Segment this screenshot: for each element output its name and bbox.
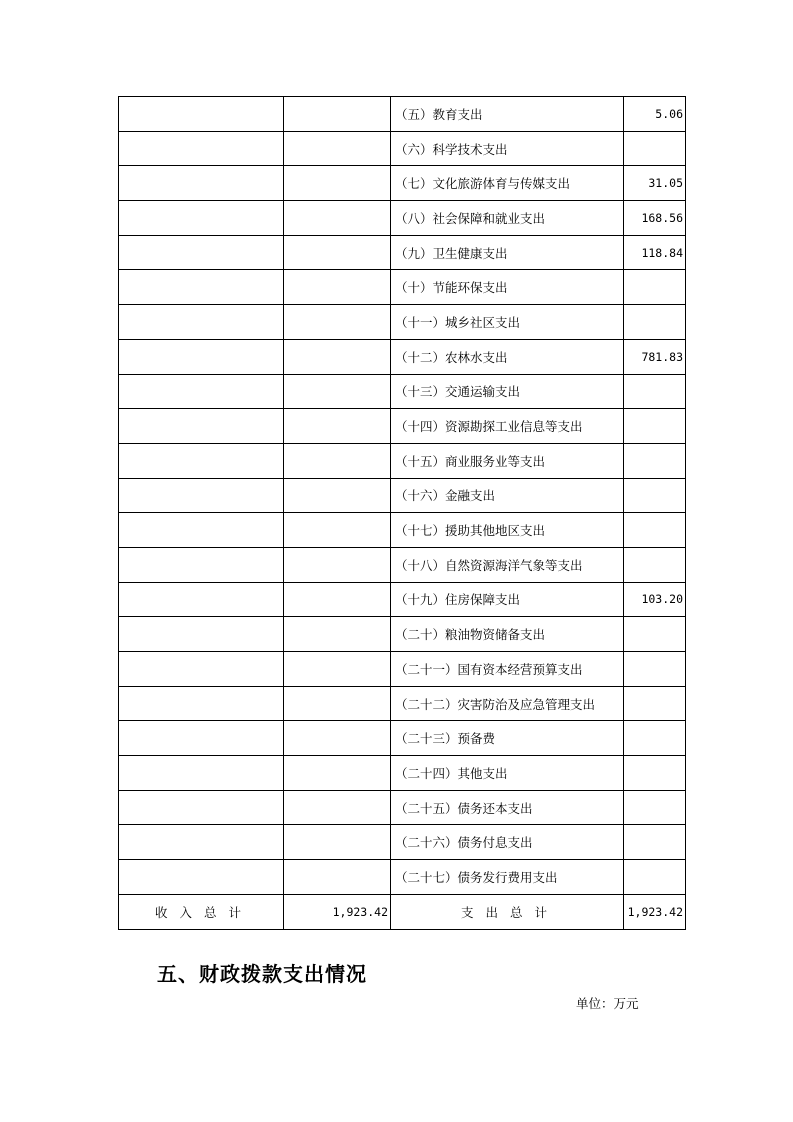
income-item-cell	[119, 443, 284, 478]
expense-amount-cell	[624, 374, 686, 409]
section-title: 五、财政拨款支出情况	[157, 962, 367, 986]
budget-table-body	[119, 97, 686, 930]
expense-amount-cell	[624, 305, 686, 340]
expense-item-cell: （十八）自然资源海洋气象等支出	[391, 547, 624, 582]
income-item-cell	[119, 339, 284, 374]
income-amount-cell	[284, 478, 391, 513]
expense-amount-cell	[624, 547, 686, 582]
expense-amount-cell	[624, 825, 686, 860]
table-row	[119, 860, 686, 895]
expense-item-cell: （二十七）债务发行费用支出	[391, 860, 624, 895]
expense-item-cell: （二十三）预备费	[391, 721, 624, 756]
income-item-cell	[119, 131, 284, 166]
income-total-value: 1,923.42	[284, 894, 391, 929]
expense-item-cell: （二十）粮油物资储备支出	[391, 617, 624, 652]
expense-amount-cell: 103.20	[624, 582, 686, 617]
table-row	[119, 686, 686, 721]
expense-item-cell: （十七）援助其他地区支出	[391, 513, 624, 548]
expense-item-cell: （十五）商业服务业等支出	[391, 443, 624, 478]
table-row	[119, 374, 686, 409]
income-item-cell	[119, 547, 284, 582]
income-item-cell	[119, 825, 284, 860]
income-item-cell	[119, 235, 284, 270]
expense-item-cell: （二十一）国有资本经营预算支出	[391, 652, 624, 687]
expense-amount-cell	[624, 409, 686, 444]
table-row	[119, 235, 686, 270]
table-row	[119, 478, 686, 513]
expense-item-cell: （十二）农林水支出	[391, 339, 624, 374]
table-row	[119, 756, 686, 791]
expense-amount-cell: 5.06	[624, 97, 686, 132]
income-amount-cell	[284, 790, 391, 825]
income-item-cell	[119, 374, 284, 409]
income-amount-cell	[284, 547, 391, 582]
table-row	[119, 97, 686, 132]
table-row	[119, 131, 686, 166]
table-row	[119, 305, 686, 340]
income-item-cell	[119, 721, 284, 756]
income-item-cell	[119, 270, 284, 305]
expense-amount-cell: 118.84	[624, 235, 686, 270]
income-amount-cell	[284, 860, 391, 895]
income-item-cell	[119, 201, 284, 236]
expense-amount-cell: 781.83	[624, 339, 686, 374]
income-amount-cell	[284, 166, 391, 201]
expense-amount-cell	[624, 756, 686, 791]
expense-amount-cell	[624, 513, 686, 548]
income-amount-cell	[284, 617, 391, 652]
expense-item-cell: （二十六）债务付息支出	[391, 825, 624, 860]
expense-item-cell: （六）科学技术支出	[391, 131, 624, 166]
expense-item-cell: （十四）资源勘探工业信息等支出	[391, 409, 624, 444]
income-amount-cell	[284, 270, 391, 305]
income-amount-cell	[284, 374, 391, 409]
expense-amount-cell	[624, 443, 686, 478]
expense-amount-cell	[624, 721, 686, 756]
income-amount-cell	[284, 756, 391, 791]
table-row	[119, 443, 686, 478]
income-amount-cell	[284, 97, 391, 132]
expense-amount-cell	[624, 790, 686, 825]
income-item-cell	[119, 860, 284, 895]
expense-item-cell: （二十二）灾害防治及应急管理支出	[391, 686, 624, 721]
table-row	[119, 409, 686, 444]
budget-table	[118, 96, 686, 930]
table-row	[119, 547, 686, 582]
table-row	[119, 513, 686, 548]
income-amount-cell	[284, 443, 391, 478]
income-amount-cell	[284, 201, 391, 236]
income-item-cell	[119, 790, 284, 825]
expense-amount-cell: 31.05	[624, 166, 686, 201]
income-amount-cell	[284, 582, 391, 617]
expense-item-cell: （十三）交通运输支出	[391, 374, 624, 409]
income-amount-cell	[284, 339, 391, 374]
table-row	[119, 582, 686, 617]
income-item-cell	[119, 409, 284, 444]
income-total-label: 收入总计	[119, 894, 284, 929]
table-row	[119, 652, 686, 687]
income-item-cell	[119, 686, 284, 721]
table-row	[119, 339, 686, 374]
table-row	[119, 721, 686, 756]
expense-item-cell: （二十四）其他支出	[391, 756, 624, 791]
income-item-cell	[119, 582, 284, 617]
income-amount-cell	[284, 131, 391, 166]
expense-item-cell: （十九）住房保障支出	[391, 582, 624, 617]
expense-item-cell: （八）社会保障和就业支出	[391, 201, 624, 236]
expense-amount-cell	[624, 686, 686, 721]
income-amount-cell	[284, 721, 391, 756]
expense-amount-cell	[624, 131, 686, 166]
income-item-cell	[119, 513, 284, 548]
total-row	[119, 894, 686, 929]
unit-label: 单位：万元	[576, 996, 639, 1011]
expense-item-cell: （五）教育支出	[391, 97, 624, 132]
expense-amount-cell	[624, 617, 686, 652]
expense-item-cell: （十）节能环保支出	[391, 270, 624, 305]
expense-item-cell: （七）文化旅游体育与传媒支出	[391, 166, 624, 201]
income-amount-cell	[284, 652, 391, 687]
income-item-cell	[119, 652, 284, 687]
income-amount-cell	[284, 686, 391, 721]
income-amount-cell	[284, 235, 391, 270]
income-amount-cell	[284, 513, 391, 548]
table-row	[119, 201, 686, 236]
income-amount-cell	[284, 825, 391, 860]
table-row	[119, 270, 686, 305]
income-item-cell	[119, 166, 284, 201]
expense-amount-cell	[624, 860, 686, 895]
table-row	[119, 825, 686, 860]
expense-item-cell: （十一）城乡社区支出	[391, 305, 624, 340]
income-item-cell	[119, 478, 284, 513]
expense-item-cell: （九）卫生健康支出	[391, 235, 624, 270]
table-row	[119, 617, 686, 652]
expense-amount-cell	[624, 270, 686, 305]
income-item-cell	[119, 305, 284, 340]
expense-total-value: 1,923.42	[624, 894, 686, 929]
expense-amount-cell: 168.56	[624, 201, 686, 236]
income-amount-cell	[284, 305, 391, 340]
income-item-cell	[119, 756, 284, 791]
income-item-cell	[119, 97, 284, 132]
income-item-cell	[119, 617, 284, 652]
income-amount-cell	[284, 409, 391, 444]
expense-amount-cell	[624, 478, 686, 513]
table-row	[119, 790, 686, 825]
table-row	[119, 166, 686, 201]
expense-item-cell: （二十五）债务还本支出	[391, 790, 624, 825]
expense-item-cell: （十六）金融支出	[391, 478, 624, 513]
expense-total-label: 支出总计	[391, 894, 624, 929]
expense-amount-cell	[624, 652, 686, 687]
